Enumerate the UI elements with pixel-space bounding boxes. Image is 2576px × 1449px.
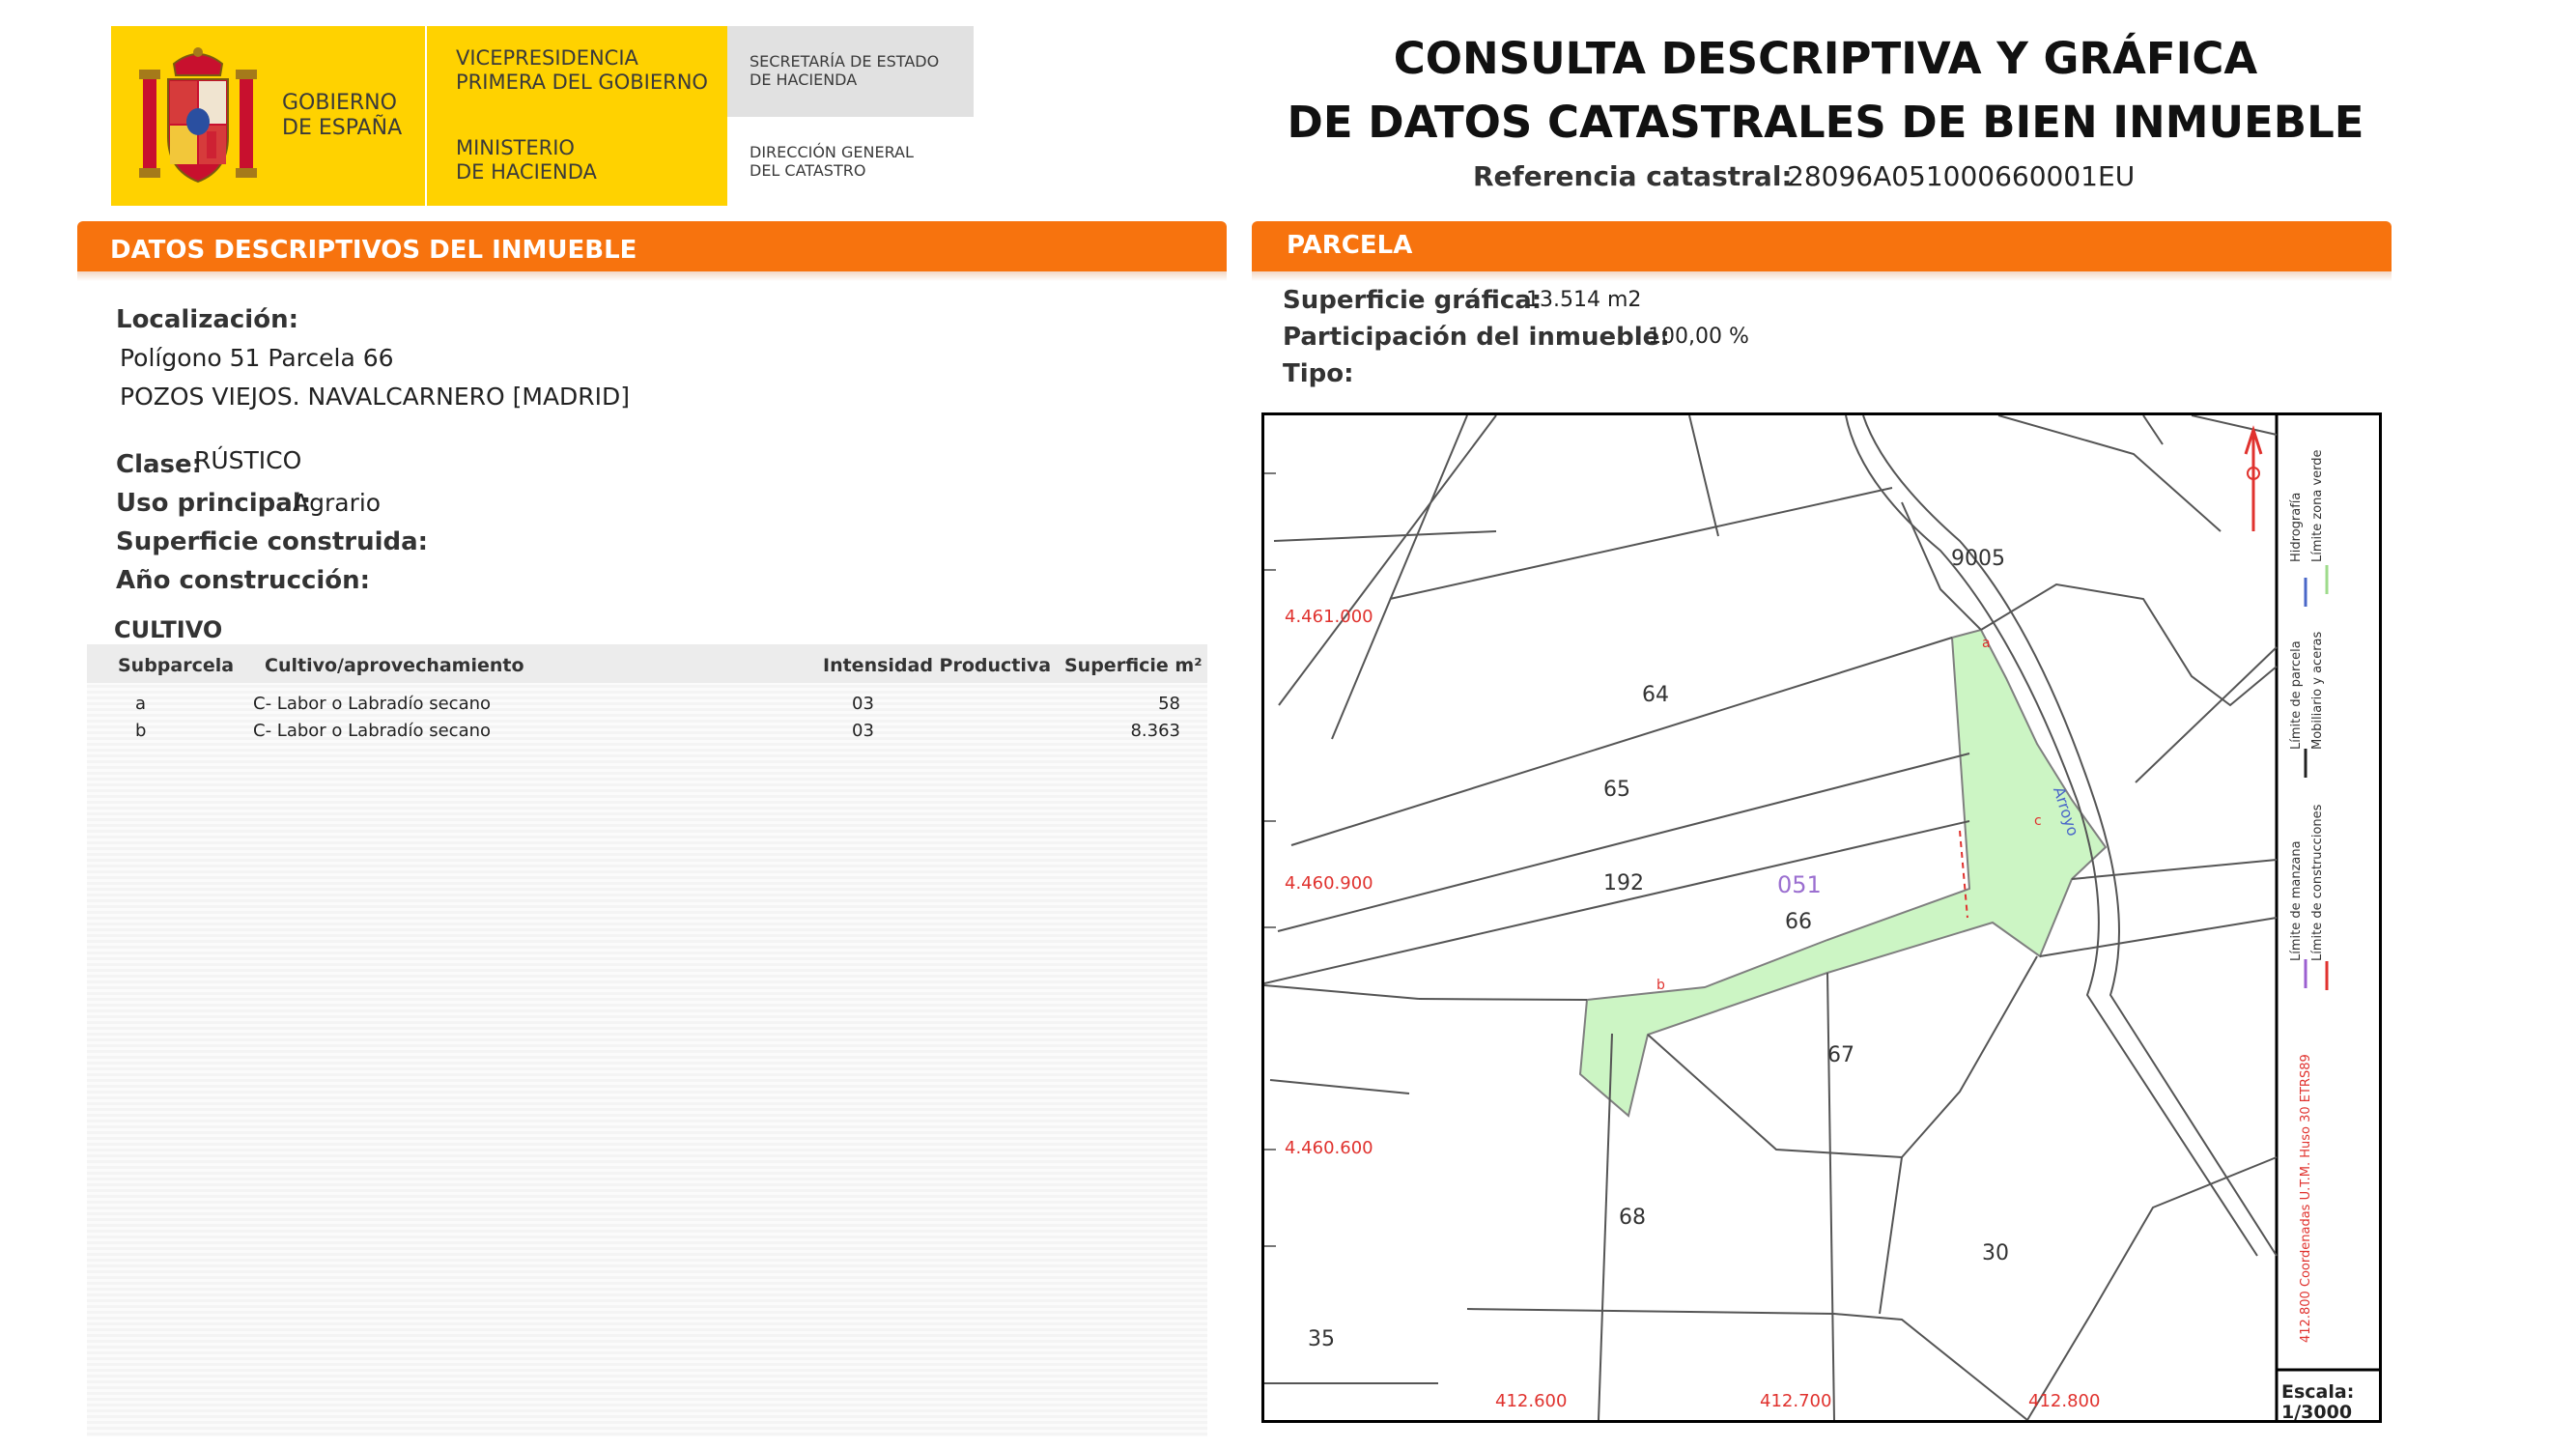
th-intensidad: Intensidad Productiva: [823, 655, 1052, 676]
cadastral-map: [1264, 415, 2379, 1420]
row-b-intensidad: 03: [852, 721, 874, 741]
ministerio-text: [456, 136, 597, 185]
uso-label: Uso principal:: [116, 489, 312, 518]
uso-value: Agrario: [293, 489, 382, 517]
xcoord-2: 412.700: [1760, 1391, 1832, 1411]
page-title: [1285, 27, 2366, 155]
map-label-35: 35: [1308, 1327, 1335, 1351]
row-b-superficie: 8.363: [1130, 721, 1180, 741]
min-line2: DE HACIENDA: [456, 160, 597, 185]
localizacion-label: Localización:: [116, 305, 298, 334]
localizacion-line1: Polígono 51 Parcela 66: [120, 344, 394, 372]
cultivo-title: CULTIVO: [114, 616, 223, 643]
map-label-65: 65: [1603, 778, 1630, 802]
gov-line2: DE ESPAÑA: [282, 116, 403, 141]
ycoord-2: 4.460.900: [1285, 873, 1373, 894]
dir-line1: DIRECCIÓN GENERAL: [750, 143, 914, 161]
section-bar-shadow: [77, 271, 1227, 281]
parcel-lines: [1264, 415, 2277, 1420]
section-bar-datos: DATOS DESCRIPTIVOS DEL INMUEBLE: [77, 221, 1227, 271]
min-line1: MINISTERIO: [456, 136, 575, 159]
xcoord-3: 412.800: [2028, 1391, 2101, 1411]
subparcel-label-a: a: [1982, 636, 1991, 651]
section-bar-shadow-right: [1252, 271, 2392, 281]
row-b-sub: b: [135, 721, 147, 741]
clase-value: RÚSTICO: [194, 446, 302, 474]
block-label: 051: [1777, 871, 1822, 898]
vice-line2: PRIMERA DEL GOBIERNO: [456, 71, 708, 95]
participacion-value: 100,00 %: [1648, 325, 1749, 349]
secretaria-text: [750, 52, 939, 89]
gov-line1: GOBIERNO: [282, 91, 397, 115]
xcoord-1: 412.600: [1495, 1391, 1568, 1411]
clase-label: Clase:: [116, 450, 203, 479]
legend-parcela: Límite de parcela: [2289, 640, 2304, 750]
legend-construcciones: Límite de construcciones: [2310, 804, 2325, 961]
map-label-68: 68: [1619, 1206, 1646, 1230]
legend-hidrografia: Hidrografía: [2289, 492, 2304, 562]
scale-value: 1/3000: [2281, 1402, 2353, 1423]
gov-espana-text: [282, 91, 402, 142]
sec-line2: DE HACIENDA: [750, 71, 858, 90]
map-label-192: 192: [1603, 871, 1644, 895]
anio-construccion-label: Año construcción:: [116, 566, 371, 595]
superficie-grafica-value: 13.514 m2: [1526, 288, 1642, 312]
localizacion-line2: POZOS VIEJOS. NAVALCARNERO [MADRID]: [120, 383, 631, 411]
th-superficie: Superficie m²: [1064, 655, 1203, 676]
north-arrow-icon: [2246, 430, 2261, 531]
row-b-cultivo: C- Labor o Labradío secano: [253, 721, 492, 741]
logo-divider: [425, 26, 427, 206]
sec-line1: SECRETARÍA DE ESTADO: [750, 52, 940, 71]
row-a-cultivo: C- Labor o Labradío secano: [253, 694, 492, 714]
ref-catastral-value: 28096A051000660001EU: [1787, 160, 2136, 192]
legend-manzana: Límite de manzana: [2289, 840, 2304, 961]
scale-label: Escala:: [2281, 1381, 2355, 1403]
ycoord-3: 4.460.600: [1285, 1138, 1373, 1158]
map-label-64: 64: [1642, 683, 1669, 707]
title-line1: CONSULTA DESCRIPTIVA Y GRÁFICA: [1393, 33, 2258, 84]
ref-catastral-label: Referencia catastral:: [1473, 160, 1793, 192]
row-a-sub: a: [135, 694, 147, 714]
utm-note: 412.800 Coordenadas U.T.M. Huso 30 ETRS89: [2299, 1054, 2313, 1343]
map-label-66: 66: [1785, 910, 1812, 934]
vice-line1: VICEPRESIDENCIA: [456, 46, 638, 70]
title-line2: DE DATOS CATASTRALES DE BIEN INMUEBLE: [1287, 97, 2364, 148]
section-bar-parcela: PARCELA: [1252, 221, 2392, 271]
cultivo-table: [87, 644, 1207, 1436]
dir-line2: DEL CATASTRO: [750, 161, 866, 181]
vicepresidencia-text: [456, 46, 708, 95]
row-a-intensidad: 03: [852, 694, 874, 714]
coord-ticks: [1264, 473, 1276, 1246]
legend-mobiliario: Mobiliario y aceras: [2310, 631, 2325, 750]
scale-box: [2281, 1382, 2354, 1423]
legend-zona-verde: Límite zona verde: [2310, 449, 2325, 562]
superficie-grafica-label: Superficie gráfica:: [1283, 286, 1543, 315]
th-cultivo: Cultivo/aprovechamiento: [265, 655, 524, 676]
subparcel-label-b: b: [1656, 978, 1665, 993]
tipo-label: Tipo:: [1283, 359, 1354, 388]
map-label-9005: 9005: [1951, 547, 2005, 571]
coat-of-arms-icon: [135, 44, 261, 189]
ycoord-1: 4.461.000: [1285, 607, 1373, 627]
map-label-30: 30: [1982, 1241, 2009, 1265]
direccion-text: [750, 143, 914, 180]
participacion-label: Participación del inmueble:: [1283, 323, 1670, 352]
superficie-construida-label: Superficie construida:: [116, 527, 429, 556]
row-a-superficie: 58: [1158, 694, 1180, 714]
road-label: Arroyo: [2049, 784, 2083, 838]
th-subparcela: Subparcela: [118, 655, 235, 676]
map-label-67: 67: [1827, 1043, 1854, 1067]
subparcel-label-c: c: [2034, 813, 2042, 829]
